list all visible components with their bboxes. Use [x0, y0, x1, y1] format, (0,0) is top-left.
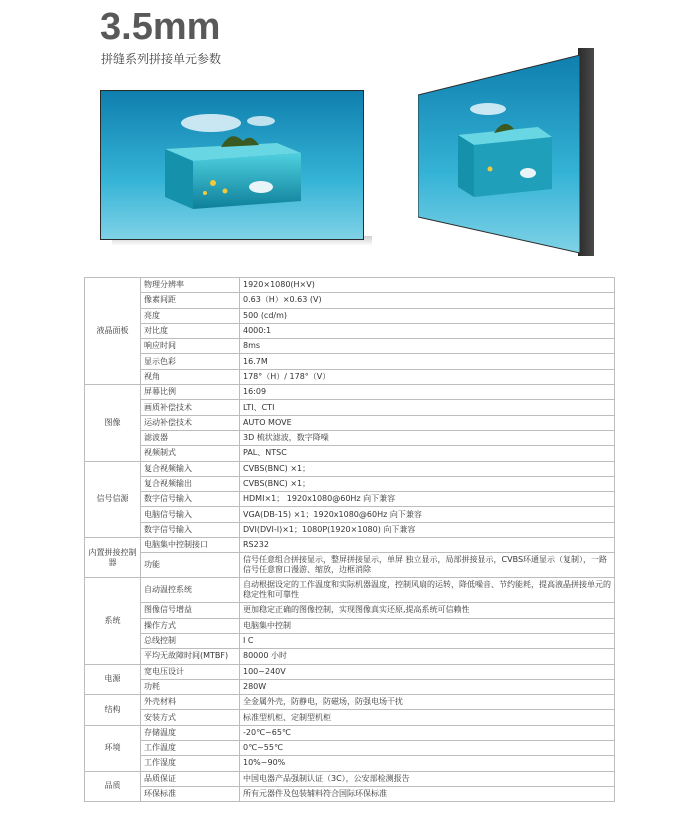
- spec-name: 功能: [141, 553, 240, 578]
- spec-name: 滤波器: [141, 430, 240, 445]
- table-row: [85, 354, 615, 369]
- table-row: [85, 756, 615, 771]
- spec-name: 品质保证: [141, 771, 240, 786]
- table-row: [85, 618, 615, 633]
- spec-value: PAL、NTSC: [240, 446, 615, 461]
- spec-value: 信号任意组合拼接显示，整屏拼接显示，单屏 独立显示，局部拼接显示，CVBS环通显示（复制），一路信号任意窗口漫游、缩放，边框消除: [240, 553, 615, 578]
- table-row: [85, 476, 615, 491]
- table-row: [85, 522, 615, 537]
- table-row: [85, 725, 615, 740]
- spec-name: 对比度: [141, 323, 240, 338]
- spec-value: RS232: [240, 538, 615, 553]
- table-row: [85, 649, 615, 664]
- spec-name: 平均无故障时间(MTBF): [141, 649, 240, 664]
- table-row: [85, 293, 615, 308]
- spec-name: 安装方式: [141, 710, 240, 725]
- spec-value: CVBS(BNC) ×1；: [240, 461, 615, 476]
- table-row: [85, 492, 615, 507]
- spec-value: CVBS(BNC) ×1；: [240, 476, 615, 491]
- spec-name: 功耗: [141, 679, 240, 694]
- spec-value: 10%~90%: [240, 756, 615, 771]
- spec-value: LTI、CTI: [240, 400, 615, 415]
- spec-value: 电脑集中控制: [240, 618, 615, 633]
- category-system: 系统: [85, 578, 141, 664]
- table-row: [85, 339, 615, 354]
- spec-name: 图像信号增益: [141, 603, 240, 618]
- spec-value: 标准型机柜、定制型机柜: [240, 710, 615, 725]
- spec-value: 280W: [240, 679, 615, 694]
- spec-value: I C: [240, 633, 615, 648]
- spec-name: 存储温度: [141, 725, 240, 740]
- spec-value: 16.7M: [240, 354, 615, 369]
- table-row: [85, 369, 615, 384]
- spec-value: VGA(DB-15) ×1；1920x1080@60Hz 向下兼容: [240, 507, 615, 522]
- product-title: 3.5mm: [100, 6, 221, 48]
- table-row: [85, 278, 615, 293]
- table-row: [85, 710, 615, 725]
- spec-value: 0.63（H）×0.63 (V): [240, 293, 615, 308]
- spec-name: 自动温控系统: [141, 578, 240, 603]
- category-environment: 环境: [85, 725, 141, 771]
- panel-bezel-side: [578, 48, 594, 256]
- spec-value: AUTO MOVE: [240, 415, 615, 430]
- category-signal: 信号信源: [85, 461, 141, 537]
- spec-name: 像素间距: [141, 293, 240, 308]
- spec-name: 视频制式: [141, 446, 240, 461]
- spec-value: -20℃~65℃: [240, 725, 615, 740]
- table-row: [85, 430, 615, 445]
- spec-name: 工作湿度: [141, 756, 240, 771]
- spec-value: 更加稳定正确的图像控制，实现图像真实还原,提高系统可信赖性: [240, 603, 615, 618]
- spec-value: 自动根据设定的工作温度和实际机器温度，控制风扇的运转，降低噪音、节约能耗，提高液晶拼接单元的稳定性和可靠性: [240, 578, 615, 603]
- spec-name: 数字信号输入: [141, 492, 240, 507]
- table-row: [85, 507, 615, 522]
- spec-value: 100~240V: [240, 664, 615, 679]
- spec-name: 视角: [141, 369, 240, 384]
- spec-value: 1920×1080(H×V): [240, 278, 615, 293]
- category-image: 图像: [85, 385, 141, 461]
- category-structure: 结构: [85, 695, 141, 726]
- table-row: [85, 385, 615, 400]
- ocean-cube-illustration: [101, 91, 363, 239]
- table-row: [85, 415, 615, 430]
- table-row: [85, 400, 615, 415]
- table-row: [85, 578, 615, 603]
- table-row: [85, 446, 615, 461]
- table-row: [85, 741, 615, 756]
- table-row: [85, 538, 615, 553]
- spec-name: 数字信号输入: [141, 522, 240, 537]
- angled-panel-image: [418, 55, 580, 253]
- spec-value: 所有元器件及包装辅料符合国际环保标准: [240, 786, 615, 801]
- spec-name: 环保标准: [141, 786, 240, 801]
- spec-value: 8ms: [240, 339, 615, 354]
- spec-name: 电脑集中控制接口: [141, 538, 240, 553]
- front-panel-image: [100, 90, 364, 240]
- spec-name: 屏幕比例: [141, 385, 240, 400]
- spec-name: 运动补偿技术: [141, 415, 240, 430]
- spec-name: 复合视频输出: [141, 476, 240, 491]
- spec-name: 电脑信号输入: [141, 507, 240, 522]
- spec-name: 总线控制: [141, 633, 240, 648]
- spec-name: 物理分辨率: [141, 278, 240, 293]
- spec-name: 工作温度: [141, 741, 240, 756]
- category-controller: 内置拼接控制器: [85, 538, 141, 578]
- spec-name: 操作方式: [141, 618, 240, 633]
- spec-name: 复合视频输入: [141, 461, 240, 476]
- spec-name: 响应时间: [141, 339, 240, 354]
- table-row: [85, 786, 615, 801]
- spec-value: DVI(DVI-I)×1；1080P(1920×1080) 向下兼容: [240, 522, 615, 537]
- table-row: [85, 461, 615, 476]
- table-row: [85, 323, 615, 338]
- spec-value: 500 (cd/m): [240, 308, 615, 323]
- spec-value: HDMI×1； 1920x1080@60Hz 向下兼容: [240, 492, 615, 507]
- table-row: [85, 695, 615, 710]
- table-row: [85, 679, 615, 694]
- table-row: [85, 308, 615, 323]
- spec-value: 0℃~55℃: [240, 741, 615, 756]
- category-lcd: 液晶面板: [85, 278, 141, 385]
- table-row: [85, 553, 615, 578]
- spec-name: 显示色彩: [141, 354, 240, 369]
- spec-value: 全金属外壳，防静电，防磁场，防强电场干扰: [240, 695, 615, 710]
- spec-value: 178°（H）/ 178°（V）: [240, 369, 615, 384]
- table-row: [85, 603, 615, 618]
- spec-name: 画质补偿技术: [141, 400, 240, 415]
- spec-value: 4000:1: [240, 323, 615, 338]
- spec-name: 亮度: [141, 308, 240, 323]
- spec-value: 中国电器产品强制认证（3C），公安部检测报告: [240, 771, 615, 786]
- table-row: [85, 633, 615, 648]
- table-row: [85, 771, 615, 786]
- angled-ocean-illustration: [418, 55, 580, 253]
- category-power: 电源: [85, 664, 141, 695]
- spec-name: 宽电压设计: [141, 664, 240, 679]
- product-subtitle: 拼缝系列拼接单元参数: [101, 52, 222, 66]
- spec-name: 外壳材料: [141, 695, 240, 710]
- spec-value: 80000 小时: [240, 649, 615, 664]
- category-quality: 品质: [85, 771, 141, 802]
- table-row: [85, 664, 615, 679]
- spec-value: 16:09: [240, 385, 615, 400]
- spec-table: [84, 277, 615, 802]
- spec-value: 3D 梳状滤波，数字降噪: [240, 430, 615, 445]
